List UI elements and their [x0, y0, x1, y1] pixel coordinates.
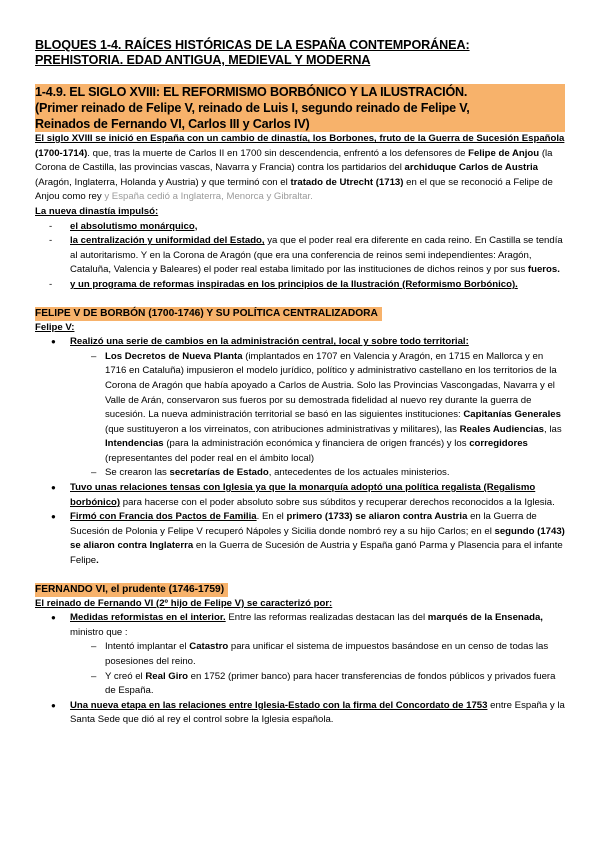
- document-title-line-2: PREHISTORIA. EDAD ANTIGUA, MEDIEVAL Y MODERNA: [35, 53, 371, 67]
- section-title: [35, 84, 565, 132]
- felipe-sublist: [35, 350, 565, 481]
- list-item: - la centralización y uniformidad del Estado, ya que el poder real era diferente en cada reino. En Castilla se tendía al autoritarismo. Y en la Corona de Aragón (que era una conferencia de reinos semi independientes: Aragón, Cataluña, Valencia y Baleares) el poder real estaba limitado por las instituciones de dichos reinos y por sus fueros.: [35, 234, 565, 278]
- list-item: ● Firmó con Francia dos Pactos de Familia. En el primero (1733) se aliaron contra Austria en la Guerra de Sucesión de Polonia y Felipe V recuperó Nápoles y Sicilia donde nombró rey a su hijo Carlos; en el segundo (1743) se aliaron contra Inglaterra en la Guerra de Sucesión de Austria y España ganó Parma y Plasencia para el infante Felipe.: [35, 510, 565, 568]
- list-item: - el absolutismo monárquico,: [35, 220, 565, 235]
- fernando-list: [35, 611, 565, 640]
- list-item: – Y creó el Real Giro en 1752 (primer banco) para hacer transferencias de fondos públicos y privados fuera de España.: [35, 670, 565, 699]
- list-item: - y un programa de reformas inspiradas en los principios de la Ilustración (Reformismo Borbónico).: [35, 278, 565, 293]
- section-title-line-2: (Primer reinado de Felipe V, reinado de Luis I, segundo reinado de Felipe V,: [35, 101, 470, 115]
- intro-paragraph: El siglo XVIII se inició en España con un cambio de dinastía, los Borbones, fruto de la Guerra de Sucesión Española (1700-1714). que, tras la muerte de Carlos II en 1700 sin descendencia, enfrentó a los defensores de Felipe de Anjou (la Corona de Castilla, las provincias vascas, Navarra y Francia) contra los partidarios del archiduque Carlos de Austria (Aragón, Inglaterra, Holanda y Austria) y que terminó con el tratado de Utrecht (1713) en el que se reconoció a Felipe de Anjou como rey y España cedió a Inglaterra, Menorca y Gibraltar.: [35, 133, 565, 203]
- felipe-list-2: [35, 481, 565, 569]
- fernando-section-title: FERNANDO VI, el prudente (1746-1759): [35, 583, 228, 597]
- felipe-section-title: FELIPE V DE BORBÓN (1700-1746) Y SU POLÍTICA CENTRALIZADORA: [35, 307, 382, 321]
- list-item: – Se crearon las secretarías de Estado, antecedentes de los actuales ministerios.: [35, 466, 565, 481]
- list-item: ● Una nueva etapa en las relaciones entre Iglesia-Estado con la firma del Concordato de 1753 entre España y la Santa Sede que dió al rey el control sobre la Iglesia española.: [35, 699, 565, 728]
- list-item: – Intentó implantar el Catastro para unificar el sistema de impuestos basándose en un censo de todas las posesiones del reino.: [35, 640, 565, 669]
- document-page: [35, 38, 565, 728]
- fernando-sublist: [35, 640, 565, 698]
- felipe-list: [35, 335, 565, 350]
- document-title: [35, 38, 565, 68]
- section-title-line-1: 1-4.9. EL SIGLO XVIII: EL REFORMISMO BORBÓNICO Y LA ILUSTRACIÓN.: [35, 85, 468, 99]
- document-title-line-1: BLOQUES 1-4. RAÍCES HISTÓRICAS DE LA ESPAÑA CONTEMPORÁNEA:: [35, 38, 470, 52]
- list-item: ● Tuvo unas relaciones tensas con Iglesia ya que la monarquía adoptó una política regalista (Regalismo borbónico) para hacerse con el poder absoluto sobre sus súbditos y recuperar derechos reconocidos a la Iglesia.: [35, 481, 565, 510]
- impulso-heading: La nueva dinastía impulsó:: [35, 205, 159, 217]
- list-item: ● Medidas reformistas en el interior. Entre las reformas realizadas destacan las del marqués de la Ensenada, ministro que :: [35, 611, 565, 640]
- list-item: ● Realizó una serie de cambios en la administración central, local y sobre todo territorial:: [35, 335, 565, 350]
- fernando-subheading: El reinado de Fernando VI (2º hijo de Felipe V) se caracterizó por:: [35, 597, 333, 609]
- impulso-list: [35, 220, 565, 293]
- fernando-list-2: [35, 699, 565, 728]
- section-title-line-3: Reinados de Fernando VI, Carlos III y Carlos IV): [35, 117, 310, 131]
- list-item: – Los Decretos de Nueva Planta (implantados en 1707 en Valencia y Aragón, en 1715 en Mallorca y en 1716 en Cataluña) impusieron el modelo jurídico, político y administrativo castellano en los territorios de la Corona de Aragón que había apoyado a Carlos de Austria. Solo las Provincias Vascongadas, Navarra y el Valle de Arán, conservaron sus fueros por su demostrada fidelidad al nuevo rey durante la guerra de sucesión. La nueva administración territorial se basó en las siguientes instituciones: Capitanías Generales (que sustituyeron a los virreinatos, con atribuciones administrativas y militares), las Reales Audiencias, las Intendencias (para la administración económica y financiera de origen francés) y los corregidores (representantes del poder real en el ámbito local): [35, 350, 565, 467]
- felipe-subheading: Felipe V:: [35, 321, 75, 333]
